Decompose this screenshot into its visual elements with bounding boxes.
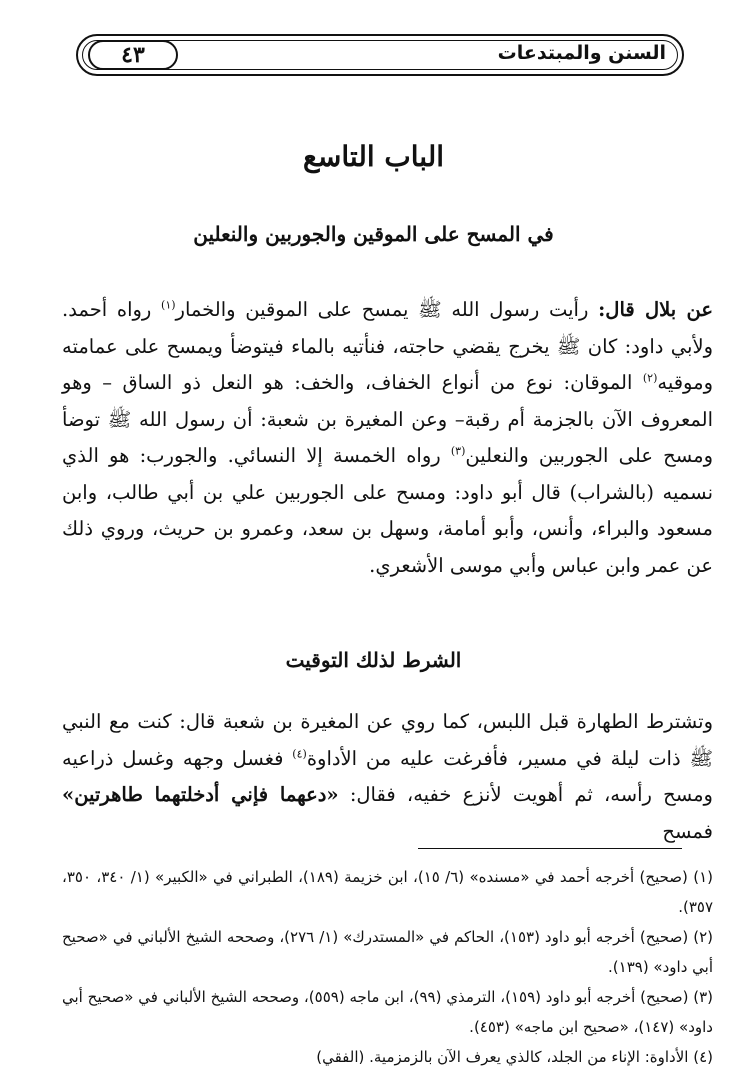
paragraph-lead: عن بلال قال: — [598, 298, 713, 321]
section-heading-condition: الشرط لذلك التوقيت — [285, 648, 462, 672]
footnotes — [62, 862, 713, 1072]
footnote-ref-4[interactable]: (٤) — [292, 747, 307, 760]
text-segment: فغسل وجهه وغسل ذراعيه ومسح رأسه، ثم أهويت لأنزع خفيه، فقال: — [62, 746, 713, 806]
footnote-ref-1[interactable]: (١) — [161, 298, 176, 312]
text-segment: الموقان: نوع من أنواع الخفاف، والخف: هو النعل ذو الساق – وهو المعروف الآن بالجزمة أم رقبة– وعن المغيرة بن شعبة: أن رسول الله ﷺ توضأ ومسح على الجوربين والنعلين — [62, 371, 713, 467]
page-header — [76, 34, 684, 76]
footnote-divider — [418, 848, 682, 849]
page-number: ٤٣ — [88, 40, 178, 70]
text-segment: وتشترط الطهارة قبل اللبس، كما روي عن المغيرة بن شعبة قال: كنت مع النبي ﷺ ذات ليلة في مسير، فأفرغت عليه من الأداوة — [62, 710, 714, 770]
footnote-4: (٤) الأداوة: الإناء من الجلد، كالذي يعرف الآن بالزمزمية. (الفقي) — [316, 1048, 713, 1066]
footnote-ref-3[interactable]: (٣) — [450, 444, 466, 458]
text-segment: رأيت رسول الله ﷺ يمسح على الموقين والخمار — [175, 298, 599, 321]
chapter-title: الباب التاسع — [302, 140, 445, 173]
hadith-quote: «دعهما فإني أدخلتهما طاهرتين» — [62, 783, 339, 806]
paragraph-bilal-hadith — [62, 292, 713, 584]
text-segment: رواه أحمد. ولأبي داود: كان ﷺ يخرج يقضي حاجته، فنأتيه بالماء فيتوضأ ويمسح على عمامته وموقيه — [62, 298, 713, 394]
text-segment: فمسح — [662, 819, 713, 843]
book-title: السنن والمبتدعات — [497, 42, 666, 64]
paragraph-taharah-condition — [62, 704, 713, 850]
text-segment: رواه الخمسة إلا النسائي. والجورب: هو الذي نسميه (بالشراب) قال أبو داود: ومسح على الجوربين علي بن أبي طالب، وابن مسعود والبراء، وأنس، وأبو أمامة، وسهل بن سعد، وعمرو بن حريث، وروي ذلك عن عمر وابن عباس وأبي موسى الأشعري. — [62, 444, 713, 577]
footnote-ref-2[interactable]: (٢) — [642, 371, 658, 385]
footnote-3: (٣) (صحيح) أخرجه أبو داود (١٥٩)، الترمذي (٩٩)، ابن ماجه (٥٥٩)، وصححه الشيخ الألباني في «صحيح أبي داود» (١٤٧)، «صحيح ابن ماجه» (٤٥٣). — [62, 988, 714, 1036]
footnote-2: (٢) (صحيح) أخرجه أبو داود (١٥٣)، الحاكم في «المستدرك» (١/ ٢٧٦)، وصححه الشيخ الألباني في «صحيح أبي داود» (١٣٩). — [62, 928, 713, 976]
section-heading-masah: في المسح على الموقين والجوربين والنعلين — [193, 222, 554, 246]
footnote-1: (١) (صحيح) أخرجه أحمد في «مسنده» (٦/ ١٥)، ابن خزيمة (١٨٩)، الطبراني في «الكبير» (١/ ٣٤٠، ٣٥٠، ٣٥٧). — [62, 868, 713, 916]
